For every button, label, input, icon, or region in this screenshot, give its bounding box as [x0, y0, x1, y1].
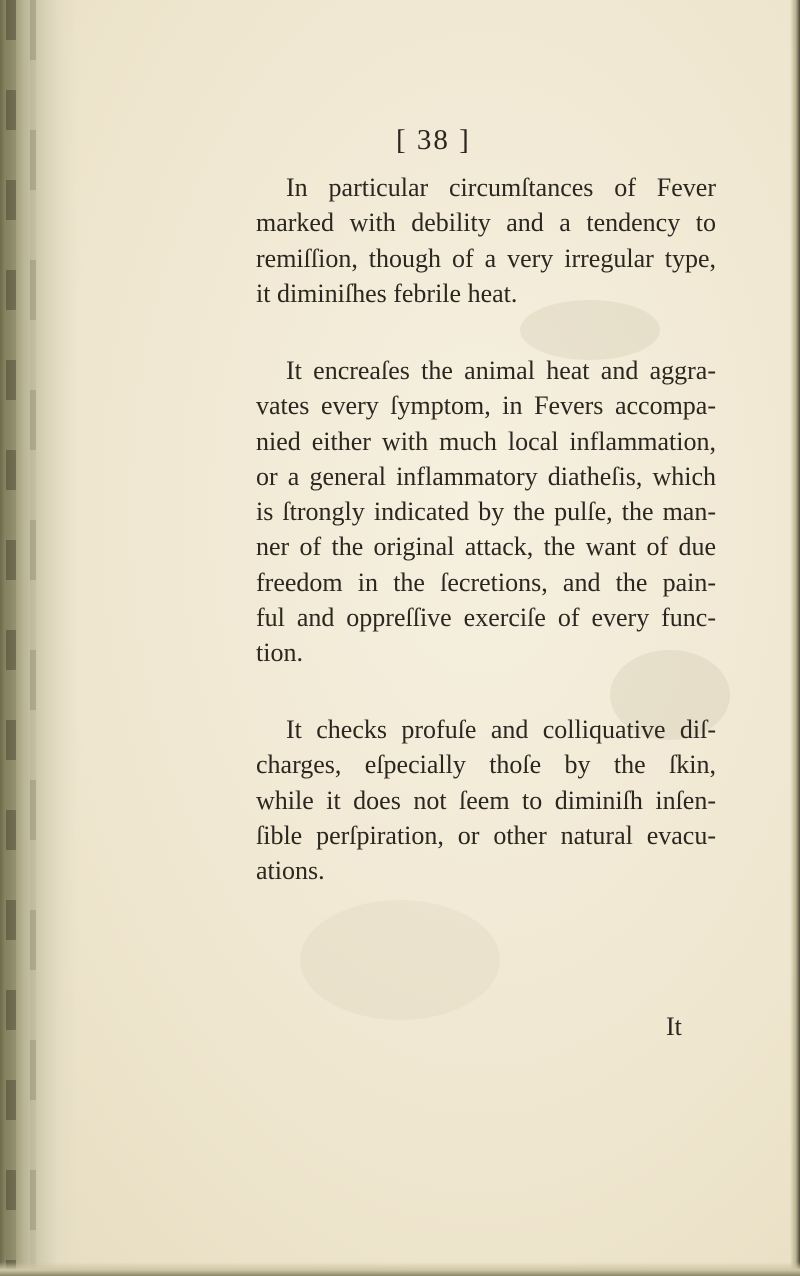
text-line: remiſſion, though of a very irregular type, — [256, 243, 716, 273]
text-line: charges, eſpecially thoſe by the ſkin, — [256, 750, 716, 780]
text-line: it diminiſhes febrile heat. — [256, 278, 518, 308]
page-bottom-edge — [0, 1262, 800, 1276]
text-line: freedom in the ſecretions, and the pain- — [256, 567, 716, 597]
binding-stitch-shadow — [6, 0, 16, 1276]
text-line: tion. — [256, 638, 303, 668]
text-line: It checks profuſe and colliquative diſ- — [286, 715, 716, 744]
text-line: nied either with much local inflammation, — [256, 426, 716, 456]
binding-fold-shadow — [30, 0, 36, 1276]
paragraph-2 — [256, 353, 716, 671]
paragraph-1 — [256, 170, 716, 311]
text-line: marked with debility and a tendency to — [256, 208, 716, 238]
paper-stain — [300, 900, 500, 1020]
text-line: ner of the original attack, the want of due — [256, 532, 716, 562]
text-line: In particular circumſtances of Fever — [286, 173, 716, 202]
paragraph-3 — [256, 712, 716, 888]
text-line: ations. — [256, 856, 325, 886]
page-number-header: [ 38 ] — [396, 124, 471, 156]
text-line: is ſtrongly indicated by the pulſe, the man- — [256, 497, 716, 527]
catchword: It — [666, 1012, 682, 1041]
text-line: It encreaſes the animal heat and aggra- — [286, 356, 716, 385]
text-line: while it does not ſeem to diminiſh inſen- — [256, 785, 716, 815]
text-line: ſible perſpiration, or other natural evacu- — [256, 820, 716, 850]
page-right-edge — [790, 0, 800, 1276]
text-line: ful and oppreſſive exerciſe of every func- — [256, 603, 716, 633]
text-line: vates every ſymptom, in Fevers accompa- — [256, 391, 716, 421]
text-line: or a general inflammatory diatheſis, which — [256, 461, 716, 491]
